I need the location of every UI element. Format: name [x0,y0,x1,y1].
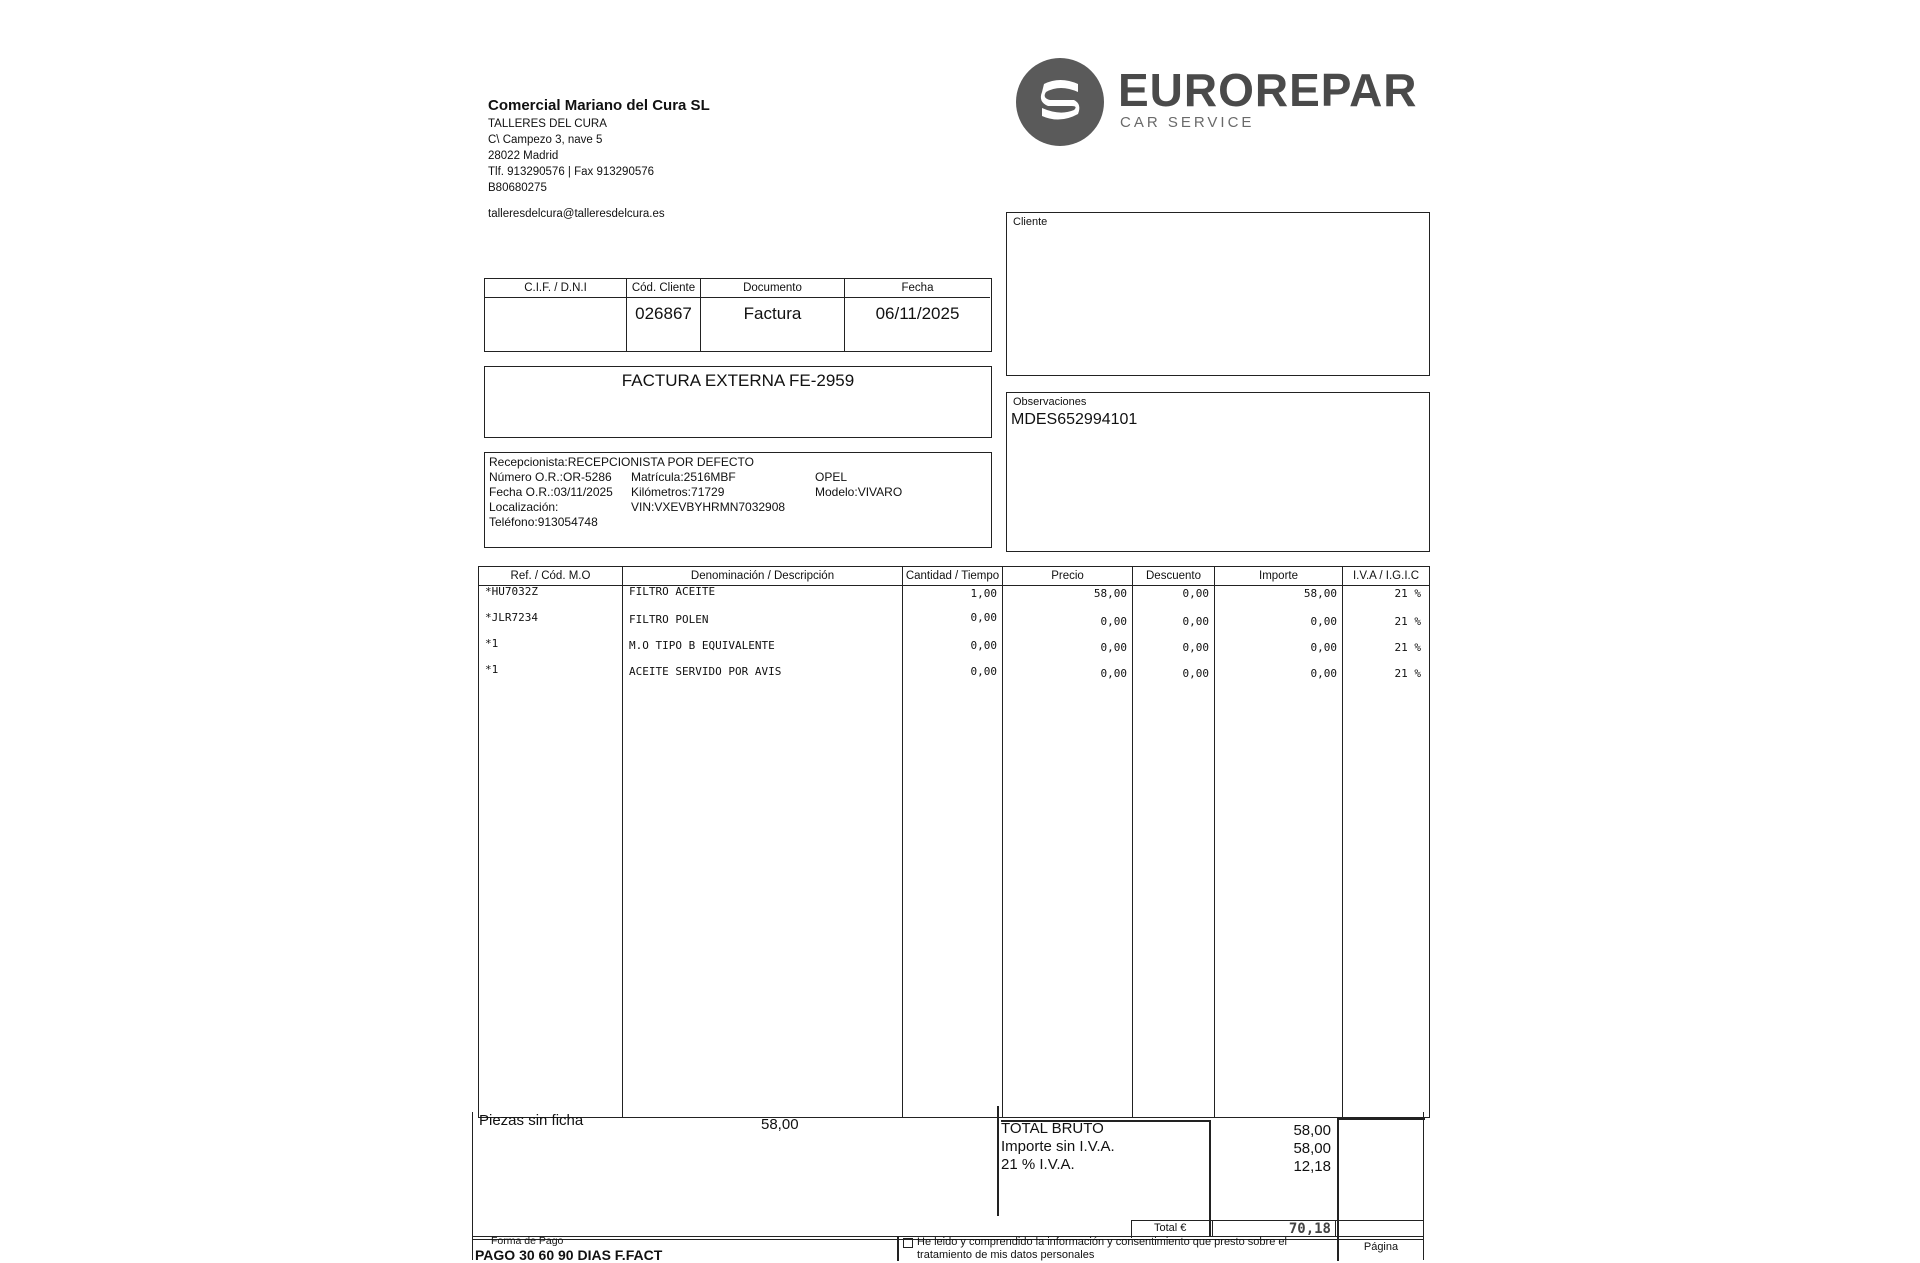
consent-text: He leido y comprendido la información y consentimiento que presto sobre el tratamiento de mis datos personales [917,1236,1287,1261]
row2-qty: 0,00 [970,611,997,624]
cif-label: C.I.F. / D.N.I [485,279,626,298]
invoice-title-box [484,366,992,438]
totals-values [1213,1122,1331,1176]
company-address: C\ Campezo 3, nave 5 [488,134,603,146]
header-desc: Denominación / Descripción [623,567,902,586]
totals-top-rule-right [1337,1118,1425,1120]
payment-label: Forma de Pago [491,1235,564,1247]
row4-discount: 0,00 [1182,667,1209,680]
observations-value: MDES652994101 [1011,411,1138,428]
row4-ref: *1 [485,663,499,676]
observations-box [1006,392,1430,552]
row3-qty: 0,00 [970,639,997,652]
col-ref [479,567,623,1117]
receptionist: Recepcionista:RECEPCIONISTA POR DEFECTO [489,455,754,469]
totals-divider-mid [1209,1120,1211,1236]
row2-amount: 0,00 [1310,615,1337,628]
cif-cell [485,279,627,351]
plate: Matrícula:2516MBF [631,470,736,484]
total-value: 70,18 [1288,1221,1331,1237]
date-label: Fecha [845,279,990,298]
company-info [488,96,908,196]
client-code-cell [627,279,701,351]
row4-desc: ACEITE SERVIDO POR AVIS [629,665,782,678]
company-name: Comercial Mariano del Cura SL [488,97,710,114]
header-ref: Ref. / Cód. M.O [479,567,622,586]
row1-vat: 21 % [1394,587,1421,600]
parts-value: 58,00 [761,1116,799,1133]
order-date: Fecha O.R.:03/11/2025 [489,485,613,499]
kilometers: Kilómetros:71729 [631,485,725,499]
row1-discount: 0,00 [1182,587,1209,600]
vehicle-make: OPEL [815,470,848,484]
vat-label: 21 % I.V.A. [1001,1156,1075,1173]
row1-amount: 58,00 [1303,587,1337,600]
consent-checkbox[interactable] [903,1238,913,1248]
row1-qty: 1,00 [970,587,997,600]
row4-amount: 0,00 [1310,667,1337,680]
row4-qty: 0,00 [970,665,997,678]
client-box [1006,212,1430,376]
company-phone: Tlf. 913290576 | Fax 913290576 [488,166,655,178]
header-vat: I.V.A / I.G.I.C [1343,567,1429,586]
net-label: Importe sin I.V.A. [1001,1138,1115,1155]
row3-vat: 21 % [1394,641,1421,654]
totals-box [472,1112,1424,1240]
vat-value: 12,18 [1293,1158,1331,1175]
invoice-title: FACTURA EXTERNA FE-2959 [621,371,855,390]
row4-price: 0,00 [1100,667,1127,680]
invoice-header-table [484,278,992,352]
row3-amount: 0,00 [1310,641,1337,654]
row1-desc: FILTRO ACEITE [629,585,716,598]
row2-discount: 0,00 [1182,615,1209,628]
header-amount: Importe [1215,567,1342,586]
header-qty: Cantidad / Tiempo [903,567,1002,586]
row3-discount: 0,00 [1182,641,1209,654]
phone: Teléfono:913054748 [489,515,598,529]
net-value: 58,00 [1293,1140,1331,1157]
total-cell [1212,1221,1336,1237]
company-city: 28022 Madrid [488,150,559,162]
page-label: Página [1363,1241,1399,1253]
date-cell [845,279,990,351]
row2-price: 0,00 [1100,615,1127,628]
reception-model-col [815,470,902,500]
document-cell [701,279,845,351]
company-email: talleresdelcura@talleresdelcura.es [488,208,665,220]
order-number: Número O.R.:OR-5286 [489,470,612,484]
observations-label: Observaciones [1013,396,1087,408]
vin: VIN:VXEVBYHRMN7032908 [631,500,786,514]
reception-vehicle-col [631,470,785,515]
cif-value [485,298,626,304]
location: Localización: [489,500,559,514]
vehicle-model: Modelo:VIVARO [815,485,903,499]
row2-ref: *JLR7234 [485,611,538,624]
totals-labels [1001,1120,1115,1174]
gross-label: TOTAL BRUTO [1001,1120,1104,1137]
row1-ref: *HU7032Z [485,585,538,598]
header-price: Precio [1003,567,1132,586]
totals-divider-left [997,1106,999,1216]
logo-emblem-icon [1016,58,1104,146]
document-value: Factura [743,304,802,323]
logo-tagline: CAR SERVICE [1120,114,1255,131]
row3-ref: *1 [485,637,499,650]
row2-vat: 21 % [1394,615,1421,628]
row3-price: 0,00 [1100,641,1127,654]
reception-box [484,452,992,548]
date-value: 06/11/2025 [875,304,960,323]
client-label: Cliente [1013,216,1048,228]
footer-divider [897,1237,899,1261]
header-discount: Descuento [1133,567,1214,586]
footer-box [472,1235,1424,1263]
company-line: TALLERES DEL CURA [488,118,607,130]
payment-value: PAGO 30 60 90 DIAS F.FACT [475,1247,663,1263]
items-table [478,566,1430,1118]
totals-divider-right [1337,1120,1339,1236]
row1-price: 58,00 [1093,587,1127,600]
gross-value: 58,00 [1293,1122,1331,1139]
document-label: Documento [701,279,844,298]
client-code-label: Cód. Cliente [627,279,700,298]
row4-vat: 21 % [1394,667,1421,680]
row2-desc: FILTRO POLEN [629,613,709,626]
total-label: Total € [1154,1222,1187,1234]
parts-label: Piezas sin ficha [479,1112,584,1129]
row3-desc: M.O TIPO B EQUIVALENTE [629,639,775,652]
client-code-value: 026867 [635,304,692,323]
logo-brand-text: EUROREPAR [1118,64,1418,116]
eurorepar-logo [1016,58,1436,148]
company-tax-id: B80680275 [488,182,547,194]
